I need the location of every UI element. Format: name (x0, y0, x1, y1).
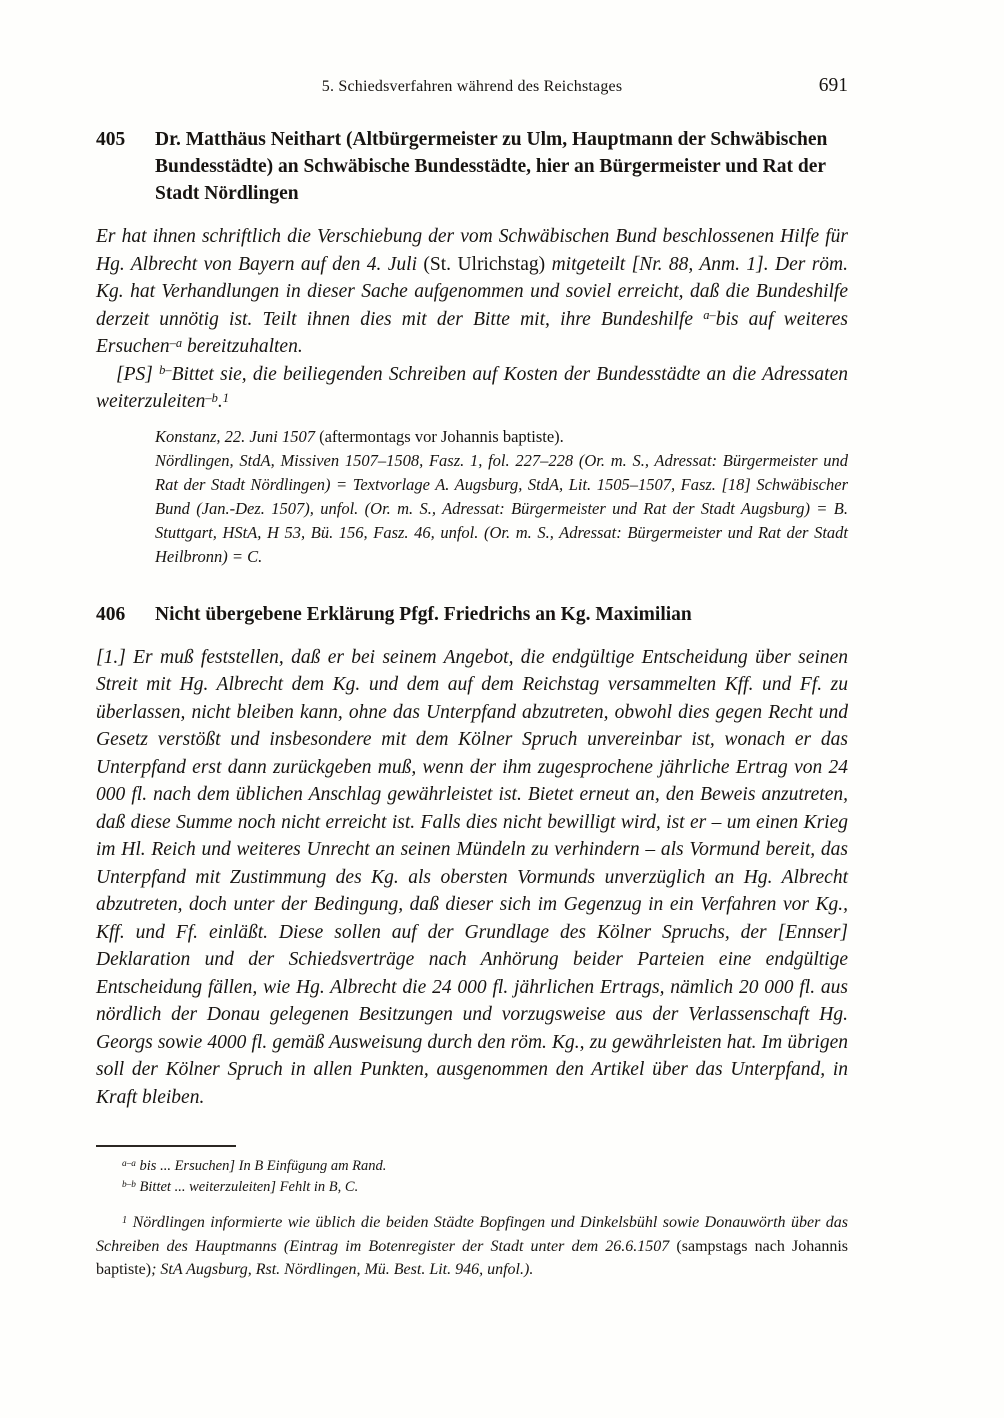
entry-405-provenance: Nördlingen, StdA, Missiven 1507–1508, Fasz. 1, fol. 227–228 (Or. m. S., Adressat: Bürgermeister und Rat der Stadt Nördlingen) = Textvorlage A. Augsburg, StdA, Lit. 1505–1507, Fasz. [18] Schwäbischer Bund (Jan.-Dez. 1507), unfol. (Or. m. S., Adressat: Bürgermeister und Rat der Stadt Augsburg) = B. Stuttgart, HStA, H 53, Bü. 156, Fasz. 46, unfol. (Or. m. S., Adressat: Bürgermeister und Rat der Stadt Heilbronn) = C. (155, 450, 848, 566)
entry-405-heading (96, 126, 848, 207)
apparatus-marker-a-open: a– (703, 308, 716, 323)
entry-405-paragraph-1 (96, 223, 848, 361)
apparatus-note-a (96, 1156, 848, 1177)
apparatus-marker-b-close: –b (205, 390, 218, 405)
apparatus-marker-b-open: b– (159, 363, 172, 378)
apparatus-note-text: Bittet ... weiterzuleiten] Fehlt in B, C. (135, 1179, 359, 1195)
regest-text: Er hat ihnen schriftlich die Verschiebung der vom Schwäbischen Bund beschlossenen Hilfe für Hg. Albrecht von Bayern auf den 4. Juli (96, 226, 848, 275)
entry-405-paragraph-ps (96, 361, 848, 416)
dateline-calendar-note: (aftermontags vor Johannis baptiste). (319, 426, 564, 446)
entry-405-number: 405 (96, 129, 126, 150)
regest-text: bereitzuhalten. (182, 336, 303, 357)
dateline-place-date: Konstanz, 22. Juni 1507 (155, 426, 320, 446)
footnote-text-roman: (sampstags nach Johannis baptiste) (96, 1237, 848, 1278)
apparatus-note-marker: a–a (122, 1159, 136, 1170)
apparatus-note-marker: b–b (122, 1180, 136, 1191)
entry-406-heading (96, 601, 848, 628)
apparatus-note-text: bis ... Ersuchen] In B Einfügung am Rand. (135, 1158, 387, 1174)
running-header (96, 75, 848, 104)
entry-405-dateline (155, 425, 848, 449)
footnote-marker: 1 (122, 1214, 128, 1226)
footnote-text: Nördlingen informierte wie üblich die beiden Städte Bopfingen und Dinkelsbühl sowie Donauwörth über das Schreiben des Hauptmanns (Eintrag im Botenregister der Stadt unter dem 26.6.1507 (96, 1214, 848, 1255)
entry-406-body: [1.] Er muß feststellen, daß er bei seinem Angebot, die endgültige Entscheidung über seinen Streit mit Hg. Albrecht dem Kg. und dem auf dem Reichstag versammelten Kff. und Ff. zu überlassen, nicht bleiben kann, ohne das Unterpfand abzutreten, obwohl dies gegen Recht und Gesetz verstößt und insbesondere mit dem Kölner Spruch unvereinbar ist, wonach er das Unterpfand erst dann zurückgeben muß, wenn der ihm zugesprochene jährliche Ertrag von 24 000 fl. nach dem üblichen Anschlag gewährleistet ist. Bietet erneut an, den Beweis anzutreten, daß diese Summe noch nicht erreicht ist. Falls dies nicht bewilligt wird, ist er – um einen Krieg im Hl. Reich und weiteres Unrecht an seinen Mündeln zu verhindern – als Vormund bereit, das Unterpfand mit Zustimmung des Kg. als obersten Vormunds unverzüglich an Hg. Albrecht abzutreten, doch unter der Bedingung, daß dieser sich im Gegenzug in ein Verfahren vor Kg., Kff. und Ff. einläßt. Diese sollen auf der Grundlage des Kölner Spruchs, der [Ennser] Deklaration und der Schiedsverträge nach Anhörung beider Parteien eine endgültige Entscheidung fällen, wie Hg. Albrecht die 24 000 fl. jährlichen Ertrags, nämlich 20 000 fl. aus nördlich der Donau gelegenen Besitzungen und vorzugsweise aus der Verlassenschaft Hg. Georgs sowie 4000 fl. gemäß Ausweisung durch den röm. Kg., zu gewährleisten hat. Im übrigen soll der Kölner Spruch in allen Punkten, ausgenommen den Artikel über das Unterpfand, in Kraft bleiben. (96, 646, 848, 1108)
regest-text: [PS] (116, 363, 160, 385)
footnote-area (96, 1145, 848, 1282)
chapter-title: 5. Schiedsverfahren während des Reichstages (321, 78, 623, 95)
regest-text: . (217, 391, 223, 412)
footnote-text: ; StA Augsburg, Rst. Nördlingen, Mü. Best. Lit. 946, unfol.). (151, 1261, 534, 1278)
entry-405-title: Dr. Matthäus Neithart (Altbürgermeister zu Ulm, Hauptmann der Schwäbischen Bundesstädte) an Schwäbische Bundesstädte, hier an Bürgermeister und Rat der Stadt Nördlingen (155, 129, 828, 204)
regest-text: mitgeteilt [Nr. 88, Anm. 1]. Der röm. Kg. hat Verhandlungen in dieser Sache aufgenommen und soviel erreicht, daß die Bundeshilfe derzeit unnötig ist. Teilt ihnen dies mit der Bitte mit, ihre Bundeshilfe (96, 253, 849, 330)
regest-text: Bittet sie, die beiliegenden Schreiben auf Kosten der Bundesstädte an die Adressaten weiterzuleiten (96, 363, 849, 412)
entry-406-number: 406 (96, 603, 126, 625)
footnote-1-reference: 1 (222, 390, 229, 405)
regest-text: bis auf weiteres Ersuchen (96, 308, 849, 357)
original-quote: (St. Ulrichstag) (423, 253, 546, 275)
entry-406-title: Nicht übergebene Erklärung Pfgf. Friedrichs an Kg. Maximilian (155, 603, 692, 625)
apparatus-marker-a-close: –a (169, 335, 183, 350)
footnote-1 (96, 1211, 848, 1282)
footnote-separator (96, 1145, 236, 1147)
apparatus-note-b (96, 1177, 848, 1198)
page-number: 691 (818, 75, 848, 96)
